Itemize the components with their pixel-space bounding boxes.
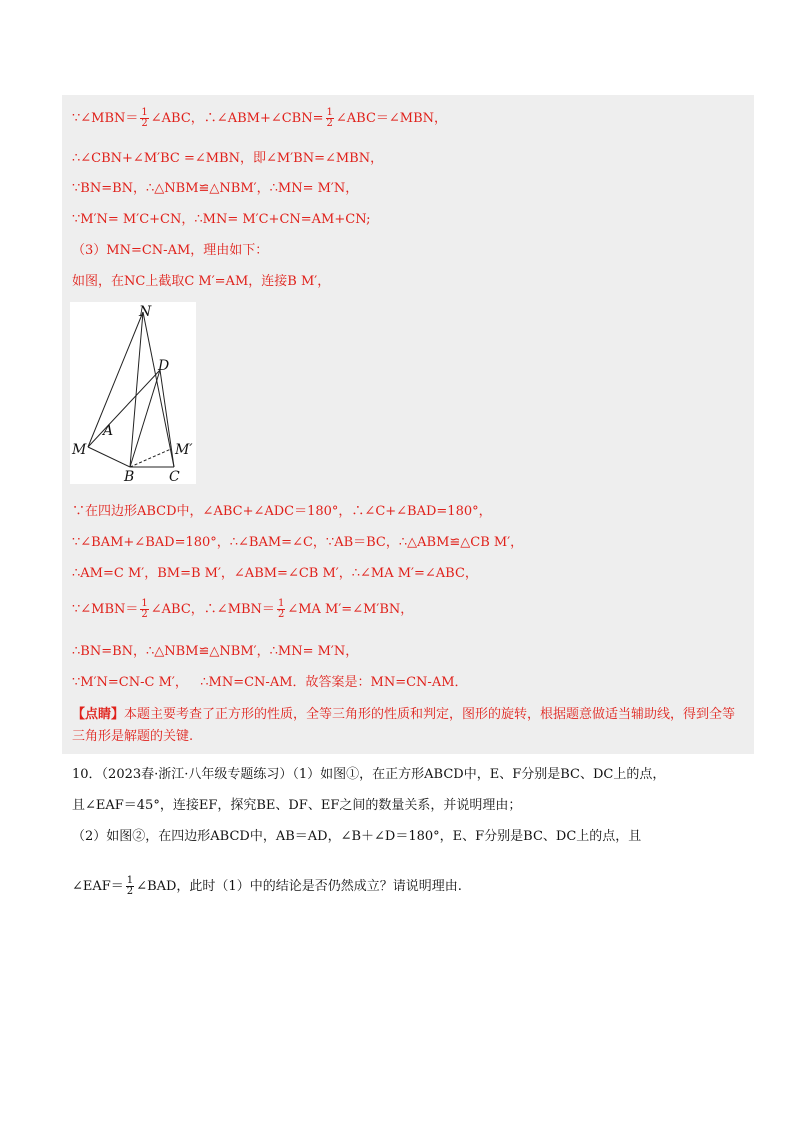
text-seg: ∠ABC，∴∠MBN＝ bbox=[150, 602, 275, 617]
geometry-figure-svg bbox=[70, 302, 196, 484]
question-line-1: 10．（2023春·浙江·八年级专题练习）（1）如图①，在正方形ABCD中，E、F分别是BC、DC上的点， bbox=[72, 767, 666, 782]
segment-nb bbox=[130, 312, 143, 467]
text-seg: ∠ABC，∴∠ABM+∠CBN= bbox=[150, 111, 324, 126]
question-line-3: （2）如图②，在四边形ABCD中，AB＝AD，∠B＋∠D＝180°，E、F分别是BC、DC上的点，且 bbox=[72, 829, 642, 844]
text-seg: ∵∠MBN＝ bbox=[72, 602, 139, 617]
label-c: C bbox=[169, 469, 180, 484]
label-b: B bbox=[124, 469, 135, 484]
label-n: N bbox=[139, 304, 152, 320]
segment-bm-prime-dashed bbox=[130, 449, 171, 467]
text-seg: ∠BAD，此时（1）中的结论是否仍然成立？请说明理由. bbox=[136, 879, 462, 894]
solution-line-1 bbox=[72, 108, 447, 129]
text-seg: ∠ABC＝∠MBN， bbox=[335, 111, 448, 126]
solution-line-6: 如图，在NC上截取C M′=AM，连接B M′， bbox=[72, 274, 331, 289]
fraction-half: $\frac{1}{2}$ bbox=[141, 107, 148, 129]
question-line-2: 且∠EAF＝45°，连接EF，探究BE、DF、EF之间的数量关系，并说明理由； bbox=[72, 798, 522, 813]
text-seg: ∵∠MBN＝ bbox=[72, 111, 139, 126]
text-seg: ∠EAF＝ bbox=[72, 879, 124, 894]
solution-line-8: ∵∠BAM+∠BAD=180°，∴∠BAM=∠C，∵AB＝BC，∴△ABM≌△CB M′， bbox=[72, 535, 524, 550]
fraction-half: $\frac{1}{2}$ bbox=[141, 598, 148, 620]
solution-line-5: （3）MN=CN-AM，理由如下： bbox=[72, 243, 269, 258]
label-d: D bbox=[158, 358, 170, 374]
fraction-half: $\frac{1}{2}$ bbox=[277, 598, 285, 620]
segment-nc bbox=[143, 312, 174, 467]
segment-md bbox=[88, 370, 160, 447]
text-seg: ∠MA M′=∠M′BN， bbox=[287, 602, 414, 617]
comment-tag: 【点睛】 bbox=[72, 707, 125, 722]
solution-line-12 bbox=[72, 674, 468, 692]
solution-line-7: ∵在四边形ABCD中，∠ABC+∠ADC＝180°，∴∠C+∠BAD=180°， bbox=[72, 504, 492, 519]
solution-line-9: ∴AM=C M′，BM=B M′，∠ABM=∠CB M′，∴∠MA M′=∠ABC， bbox=[72, 566, 478, 581]
solution-line-10 bbox=[72, 599, 413, 620]
label-m-prime: M′ bbox=[175, 442, 193, 458]
solution-line-11: ∴BN=BN，∴△NBM≌△NBM′，∴MN= M′N， bbox=[72, 644, 359, 659]
geometry-figure bbox=[70, 302, 196, 484]
label-a: A bbox=[103, 423, 114, 439]
question-line-4 bbox=[72, 876, 462, 897]
comment-block bbox=[72, 704, 748, 748]
text-seg: ∴MN=CN-AM．故答案是：MN=CN-AM． bbox=[200, 675, 468, 690]
solution-line-3: ∵BN=BN，∴△NBM≌△NBM′，∴MN= M′N， bbox=[72, 181, 359, 196]
comment-text: 本题主要考查了正方形的性质，全等三角形的性质和判定，图形的旋转，根据题意做适当辅助线，得到全等三角形是解题的关键. bbox=[72, 707, 736, 744]
segment-mb bbox=[88, 447, 130, 467]
solution-line-4: ∵M′N= M′C+CN，∴MN= M′C+CN=AM+CN; bbox=[72, 212, 371, 227]
fraction-half: $\frac{1}{2}$ bbox=[126, 875, 134, 897]
label-m: M bbox=[72, 442, 87, 458]
segment-nm bbox=[88, 312, 143, 447]
text-seg: ∵M′N=CN-C M′， bbox=[72, 675, 188, 690]
solution-line-2: ∴∠CBN+∠M′BC =∠MBN，即∠M′BN=∠MBN， bbox=[72, 151, 384, 166]
fraction-half: $\frac{1}{2}$ bbox=[326, 107, 333, 129]
